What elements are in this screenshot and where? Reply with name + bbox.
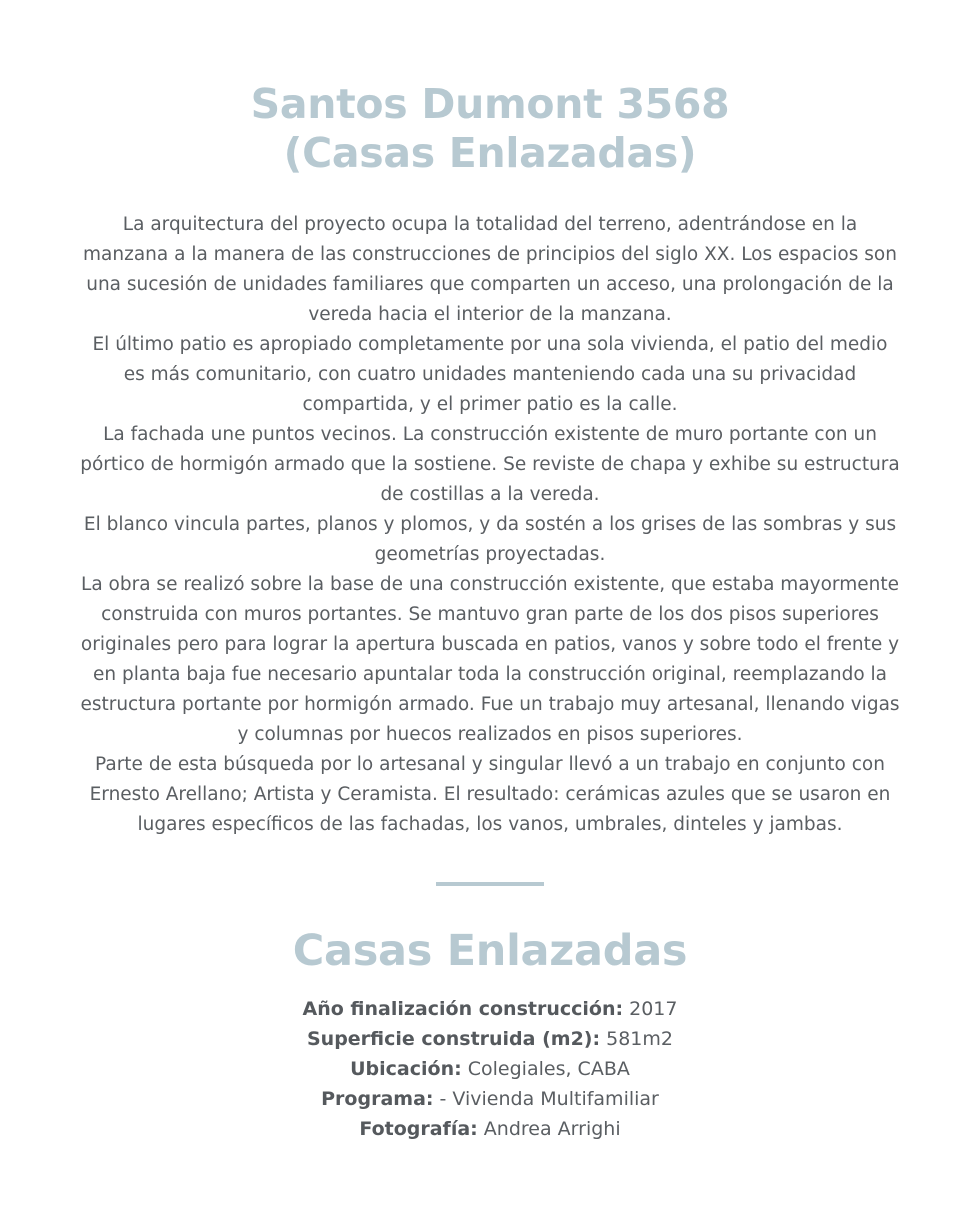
fact-area	[0, 1024, 980, 1054]
description-paragraph: La arquitectura del proyecto ocupa la totalidad del terreno, adentrándose en la manzana a la manera de las construcciones de principios del siglo XX. Los espacios son una sucesión de unidades familiares que comparten un acceso, una prolongación de la vereda hacia el interior de la manzana.	[83, 214, 897, 325]
fact-label: Año finalización construcción:	[302, 998, 624, 1020]
fact-label: Superficie construida (m2):	[306, 1028, 601, 1050]
project-title-line-1: Santos Dumont 3568	[250, 80, 730, 128]
fact-location	[0, 1054, 980, 1084]
description-paragraph: La fachada une puntos vecinos. La construcción existente de muro portante con un pórtico de hormigón armado que la sostiene. Se reviste de chapa y exhibe su estructura de costillas a la vereda.	[80, 424, 900, 505]
fact-value: Colegiales, CABA	[467, 1058, 630, 1080]
fact-value: 581m2	[606, 1028, 673, 1050]
fact-label: Ubicación:	[350, 1058, 462, 1080]
description-paragraph: El blanco vincula partes, planos y plomos, y da sostén a los grises de las sombras y sus geometrías proyectadas.	[83, 514, 897, 565]
project-title-line-2: (Casas Enlazadas)	[283, 129, 697, 177]
fact-value: Andrea Arrighi	[483, 1118, 621, 1140]
project-description	[80, 210, 900, 840]
fact-program	[0, 1084, 980, 1114]
fact-photography	[0, 1114, 980, 1144]
fact-label: Programa:	[321, 1088, 434, 1110]
details-title: Casas Enlazadas	[292, 926, 688, 976]
fact-value: 2017	[629, 998, 678, 1020]
fact-year	[0, 994, 980, 1024]
project-facts	[0, 994, 980, 1144]
project-title	[0, 0, 980, 178]
description-paragraph: La obra se realizó sobre la base de una construcción existente, que estaba mayormente construida con muros portantes. Se mantuvo gran parte de los dos pisos superiores originales pero para lograr la apertura buscada en patios, vanos y sobre todo el frente y en planta baja fue necesario apuntalar toda la construcción original, reemplazando la estructura portante por hormigón armado. Fue un trabajo muy artesanal, llenando vigas y columnas por huecos realizados en pisos superiores.	[80, 574, 900, 745]
fact-label: Fotografía:	[359, 1118, 478, 1140]
fact-value: - Vivienda Multifamiliar	[439, 1088, 659, 1110]
section-divider	[436, 882, 544, 886]
description-paragraph: Parte de esta búsqueda por lo artesanal y singular llevó a un trabajo en conjunto con Ernesto Arellano; Artista y Ceramista. El resultado: cerámicas azules que se usaron en lugares específicos de las fachadas, los vanos, umbrales, dinteles y jambas.	[89, 754, 891, 835]
description-paragraph: El último patio es apropiado completamente por una sola vivienda, el patio del medio es más comunitario, con cuatro unidades manteniendo cada una su privacidad compartida, y el primer patio es la calle.	[92, 334, 888, 415]
